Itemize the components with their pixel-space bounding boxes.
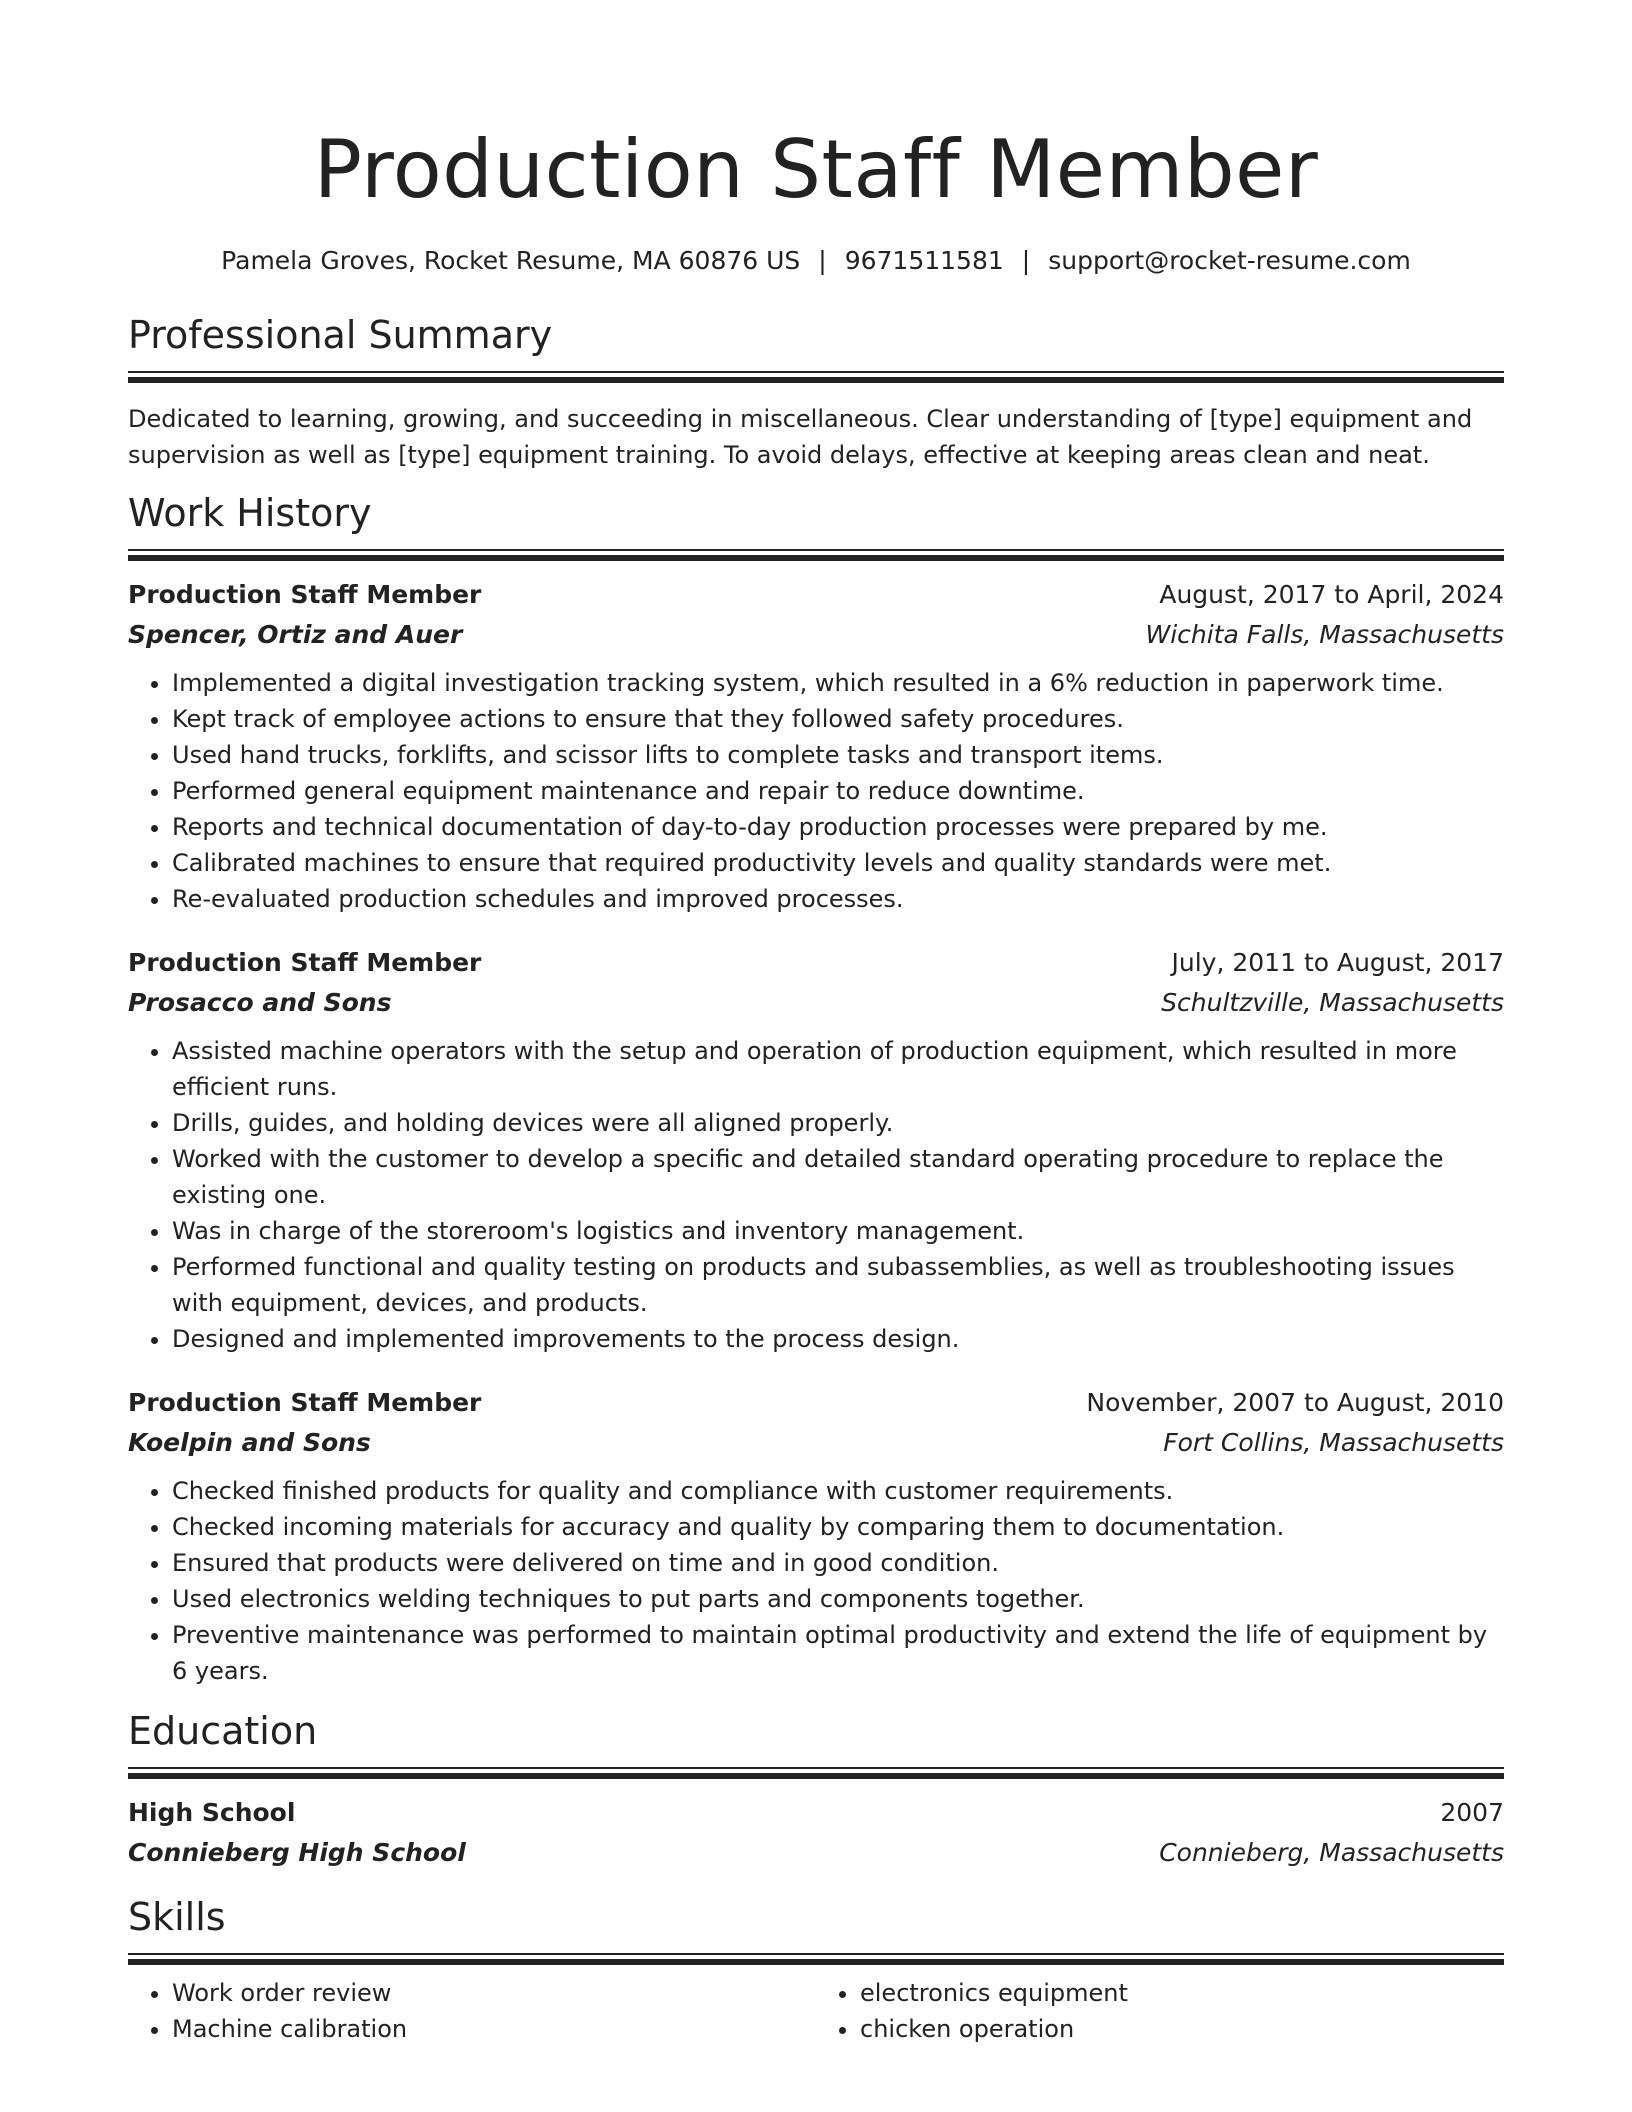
- job-location: Wichita Falls, Massachusetts: [1145, 620, 1504, 649]
- job-bullet: • Checked finished products for quality and compliance with customer requirements.: [172, 1473, 1504, 1509]
- job-header-row: [128, 1383, 1504, 1423]
- job-bullet-list: [128, 1033, 1504, 1357]
- document-title: Production Staff Member: [313, 123, 1319, 216]
- education-location: Connieberg, Massachusetts: [1159, 1838, 1504, 1867]
- job-bullet: • Re-evaluated production schedules and improved processes.: [172, 881, 1504, 917]
- job-dates: November, 2007 to August, 2010: [1086, 1388, 1504, 1417]
- summary-heading: Professional Summary: [128, 313, 553, 357]
- contact-separator: |: [818, 246, 827, 275]
- job-bullet: • Drills, guides, and holding devices were all aligned properly.: [172, 1105, 1504, 1141]
- job-location: Fort Collins, Massachusetts: [1163, 1428, 1504, 1457]
- job-bullet: • Preventive maintenance was performed to maintain optimal productivity and extend the life of equipment by 6 years.: [172, 1617, 1504, 1689]
- job-company: Koelpin and Sons: [128, 1428, 371, 1457]
- job-entry: [128, 943, 1504, 1357]
- education-school-row: [128, 1833, 1504, 1873]
- education-header-row: [128, 1793, 1504, 1833]
- job-location: Schultzville, Massachusetts: [1161, 988, 1504, 1017]
- skill-item: • Work order review: [172, 1975, 816, 2011]
- job-company-row: [128, 1423, 1504, 1463]
- job-company: Spencer, Ortiz and Auer: [128, 620, 463, 649]
- job-dates: August, 2017 to April, 2024: [1159, 580, 1504, 609]
- contact-phone: 9671511581: [844, 246, 1004, 275]
- job-title: Production Staff Member: [128, 948, 482, 977]
- skills-heading: Skills: [128, 1895, 226, 1939]
- job-company-row: [128, 983, 1504, 1023]
- education-school: Connieberg High School: [128, 1838, 466, 1867]
- job-bullet: • Used electronics welding techniques to put parts and components together.: [172, 1581, 1504, 1617]
- job-bullet: • Worked with the customer to develop a specific and detailed standard operating procedure to replace the existing one.: [172, 1141, 1504, 1213]
- job-bullet-list: [128, 665, 1504, 917]
- job-bullet: • Was in charge of the storeroom's logistics and inventory management.: [172, 1213, 1504, 1249]
- skill-item: • chicken operation: [860, 2011, 1504, 2047]
- job-dates: July, 2011 to August, 2017: [1171, 948, 1504, 977]
- contact-email: support@rocket-resume.com: [1048, 246, 1411, 275]
- job-title: Production Staff Member: [128, 1388, 482, 1417]
- skills-columns: [128, 1975, 1504, 2047]
- job-entry: [128, 575, 1504, 917]
- job-header-row: [128, 575, 1504, 615]
- job-bullet: • Performed functional and quality testing on products and subassemblies, as well as troubleshooting issues with equipment, devices, and products.: [172, 1249, 1504, 1321]
- job-bullet: • Ensured that products were delivered on time and in good condition.: [172, 1545, 1504, 1581]
- skills-list-right: [816, 1975, 1504, 2047]
- education-entry: [128, 1793, 1504, 1873]
- skill-item: • electronics equipment: [860, 1975, 1504, 2011]
- job-bullet: • Designed and implemented improvements to the process design.: [172, 1321, 1504, 1357]
- job-bullet: • Kept track of employee actions to ensure that they followed safety procedures.: [172, 701, 1504, 737]
- section-divider: [128, 1953, 1504, 1965]
- job-company-row: [128, 615, 1504, 655]
- skills-section: [128, 1891, 1504, 2047]
- education-degree: High School: [128, 1798, 296, 1827]
- job-entry: [128, 1383, 1504, 1689]
- education-heading: Education: [128, 1709, 318, 1753]
- job-bullet: • Performed general equipment maintenance and repair to reduce downtime.: [172, 773, 1504, 809]
- job-title: Production Staff Member: [128, 580, 482, 609]
- education-year: 2007: [1440, 1798, 1504, 1827]
- work-history-section: [128, 487, 1504, 1689]
- contact-address: Pamela Groves, Rocket Resume, MA 60876 US: [221, 246, 801, 275]
- summary-section: [128, 309, 1504, 473]
- job-bullet: • Assisted machine operators with the setup and operation of production equipment, which resulted in more efficient runs.: [172, 1033, 1504, 1105]
- job-bullet-list: [128, 1473, 1504, 1689]
- skills-list-left: [128, 1975, 816, 2047]
- contact-separator: |: [1021, 246, 1031, 275]
- job-company: Prosacco and Sons: [128, 988, 392, 1017]
- contact-line: [128, 246, 1504, 275]
- job-header-row: [128, 943, 1504, 983]
- job-bullet: • Checked incoming materials for accuracy and quality by comparing them to documentation.: [172, 1509, 1504, 1545]
- job-bullet: • Implemented a digital investigation tracking system, which resulted in a 6% reduction in paperwork time.: [172, 665, 1504, 701]
- section-divider: [128, 549, 1504, 561]
- job-bullet: • Used hand trucks, forklifts, and scissor lifts to complete tasks and transport items.: [172, 737, 1504, 773]
- section-divider: [128, 1767, 1504, 1779]
- summary-text: Dedicated to learning, growing, and succeeding in miscellaneous. Clear understanding of [type] equipment and supervision as well as [type] equipment training. To avoid delays, effective at keeping areas clean and neat.: [128, 405, 1473, 469]
- job-bullet: • Reports and technical documentation of day-to-day production processes were prepared by me.: [172, 809, 1504, 845]
- job-bullet: • Calibrated machines to ensure that required productivity levels and quality standards were met.: [172, 845, 1504, 881]
- education-section: [128, 1705, 1504, 1873]
- section-divider: [128, 371, 1504, 383]
- skill-item: • Machine calibration: [172, 2011, 816, 2047]
- work-history-heading: Work History: [128, 491, 372, 535]
